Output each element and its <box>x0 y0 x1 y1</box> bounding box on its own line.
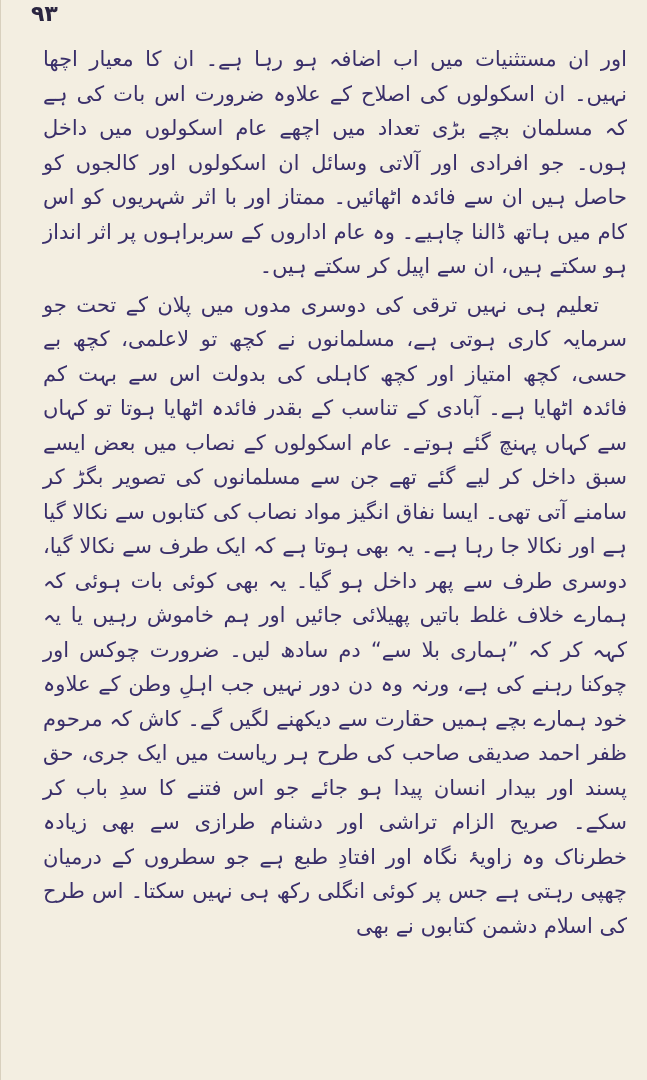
body-text <box>43 42 627 1068</box>
page-number: ۹۳ <box>31 2 58 27</box>
paragraph-2: تعلیم ہی نہیں ترقی کی دوسری مدوں میں پلان کے تحت جو سرمایہ کاری ہوتی ہے، مسلمانوں نے کچھ تو لاعلمی، کچھ بے حسی، کچھ امتیاز اور کچھ کاہلی کی بدولت اس سے بہت کم فائدہ اٹھایا ہے۔ آبادی کے تناسب کے بقدر فائدہ اٹھایا ہوتا تو کہاں سے کہاں پہنچ گئے ہوتے۔ عام اسکولوں کے نصاب میں بعض ایسے سبق داخل کر لیے گئے تھے جن سے مسلمانوں کی تصویر بگڑ کر سامنے آتی تھی۔ ایسا نفاق انگیز مواد نصاب کی کتابوں سے نکالا گیا ہے اور نکالا جا رہا ہے۔ یہ بھی ہوتا ہے کہ ایک طرف سے نکالا گیا، دوسری طرف سے پھر داخل ہو گیا۔ یہ بھی کوئی بات ہوئی کہ ہمارے خلاف غلط باتیں پھیلائی جائیں اور ہم خاموش رہیں یا یہ کہہ کر کہ ”ہماری بلا سے“ دم سادھ لیں۔ ضرورت چوکس اور چوکنا رہنے کی ہے، ورنہ وہ دن دور نہیں جب اہلِ وطن کے علاوہ خود ہمارے بچے ہمیں حقارت سے دیکھنے لگیں گے۔ کاش کہ مرحوم ظفر احمد صدیقی صاحب کی طرح ہر ریاست میں ایک جری، حق پسند اور بیدار انسان پیدا ہو جائے جو اس فتنے کا سدِ باب کر سکے۔ صریح الزام تراشی اور دشنام طرازی سے بھی زیادہ خطرناک وہ زاویۂ نگاہ اور افتادِ طبع ہے جو سطروں کے درمیان چھپی رہتی ہے جس پر کوئی انگلی رکھ ہی نہیں سکتا۔ اس طرح کی اسلام دشمن کتابوں نے بھی <box>43 292 627 938</box>
paragraph-1: اور ان مستثنیات میں اب اضافہ ہو رہا ہے۔ ان کا معیار اچھا نہیں۔ ان اسکولوں کی اصلاح کے علاوہ ضرورت اس بات کی ہے کہ مسلمان بچے بڑی تعداد میں اچھے عام اسکولوں میں داخل ہوں۔ جو افرادی اور آلاتی وسائل ان اسکولوں اور کالجوں کو حاصل ہیں ان سے فائدہ اٹھائیں۔ ممتاز اور با اثر شہریوں کو اس کام میں ہاتھ ڈالنا چاہیے۔ وہ عام اداروں کے سربراہوں پر اثر انداز ہو سکتے ہیں، ان سے اپیل کر سکتے ہیں۔ <box>43 47 627 278</box>
